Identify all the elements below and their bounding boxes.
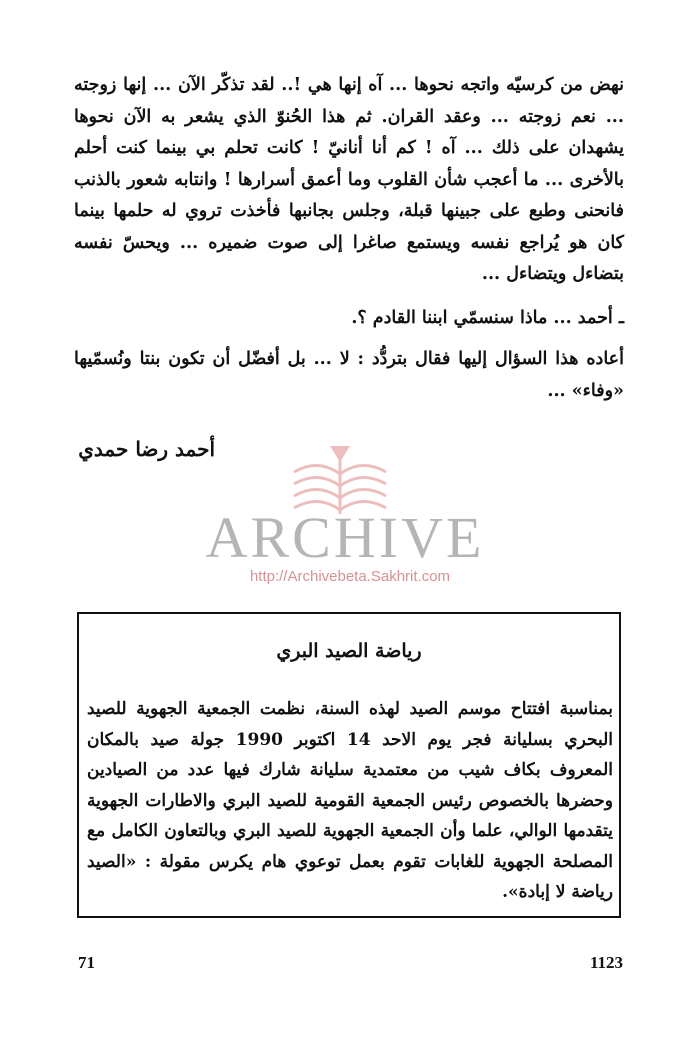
author-signature: أحمد رضا حمدي	[78, 437, 215, 461]
page-number-left: 71	[78, 953, 95, 972]
story-paragraph: نهض من كرسيّه واتجه نحوها ... آه إنها هي !.. لقد تذكّر الآن ... إنها زوجته ... نعم زوجته ... وعقد القران. ثم هذا الحُنوّ الذي يشعر به الآن نحوها يشهدان على ذلك ... آه ! كم أنا أنانيّ ! كانت تحلم بي بينما كنت أحلم بالأخرى ... ما أعجب شأن القلوب وما أعمق أسرارها ! وانتابه شعور بالذنب فانحنى وطبع على جبينها قبلة، وجلس بجانبها فأخذت تروي له حلمها بينما كان هو يُراجع نفسه ويستمع صاغرا إلى صوت ضميره ... ويحسّ نفسه بتضاءل ويتضاءل ...	[74, 75, 624, 284]
news-box	[77, 612, 621, 918]
watermark-title: ARCHIVE	[205, 505, 485, 570]
box-text: بمناسبة افتتاح موسم الصيد لهذه السنة، نظمت الجمعية الجهوية للصيد البحري بسليانة فجر يوم الاحد 14 اكتوبر 1990 جولة صيد بالمكان المعروف بكاف شيب من معتمدية سليانة شارك فيها عدد من الصيادين وحضرها بالخصوص رئيس الجمعية القومية للصيد البري والاطارات الجهوية يتقدمها الوالي، علما وأن الجمعية الجهوية للصيد البري وبالتعاون الكامل مع المصلحة الجهوية للغابات تقوم بعمل توعوي هام يكرس مقولة : «الصيد رياضة لا إبادة».	[87, 699, 613, 902]
archive-watermark	[200, 440, 500, 590]
watermark-url: http://Archivebeta.Sakhrit.com	[249, 568, 451, 585]
open-book-logo-icon	[278, 444, 402, 524]
story-text	[74, 70, 624, 407]
box-title: رياضة الصيد البري	[276, 640, 422, 662]
page-number-right: 1123	[589, 953, 623, 972]
story-paragraph: أعاده هذا السؤال إليها فقال بتردُّد : لا ... بل أفضّل أن تكون بنتا ونُسمّيها «وفاء» ...	[74, 349, 624, 401]
dialogue-line: ـ أحمد ... ماذا سنسمّي ابننا القادم ؟.	[351, 307, 624, 328]
